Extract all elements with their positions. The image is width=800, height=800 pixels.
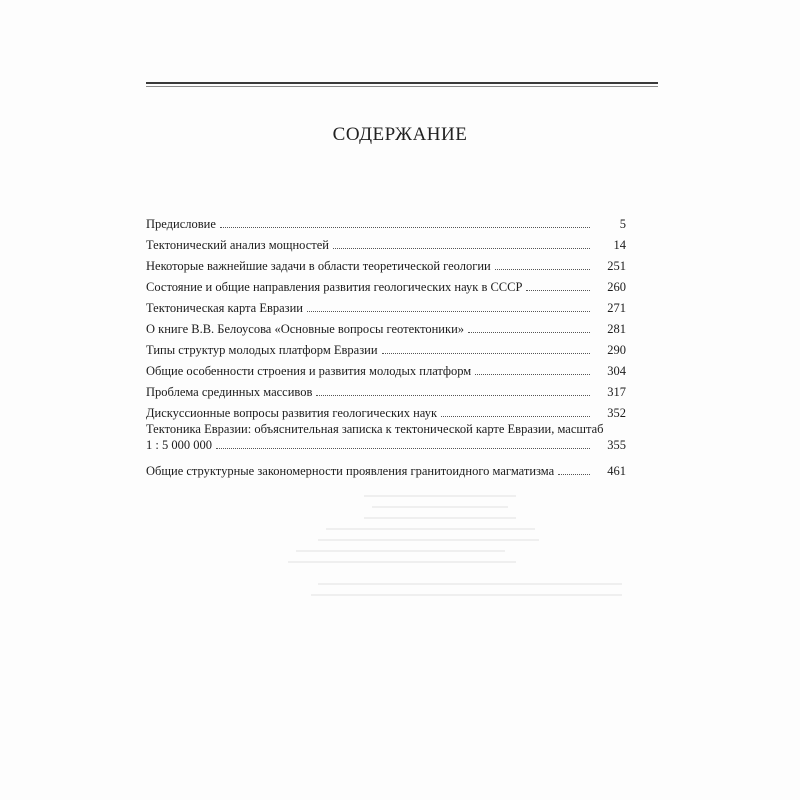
header-rule xyxy=(146,82,658,84)
toc-entry-page: 251 xyxy=(607,259,626,273)
toc-entry[interactable] xyxy=(146,358,626,379)
toc-entry-title: Дискуссионные вопросы развития геологических наук xyxy=(146,406,438,420)
toc-entry[interactable] xyxy=(146,458,626,479)
dot-leader xyxy=(220,227,590,228)
toc-entry-title: Общие особенности строения и развития молодых платформ xyxy=(146,364,472,378)
bleed-through-shadow xyxy=(250,495,630,645)
toc-entry[interactable] xyxy=(146,253,626,274)
toc-entry[interactable] xyxy=(146,211,626,232)
toc-entry-page: 304 xyxy=(607,364,626,378)
toc-entry-page: 271 xyxy=(607,301,626,315)
dot-leader xyxy=(216,448,590,449)
toc-entry-page: 352 xyxy=(607,406,626,420)
page-title: СОДЕРЖАНИЕ xyxy=(332,124,468,145)
toc-entry-page: 317 xyxy=(607,385,626,399)
toc-entry-page: 281 xyxy=(607,322,626,336)
toc-entry-title: О книге В.В. Белоусова «Основные вопросы геотектоники» xyxy=(146,322,465,336)
toc-entry-page: 14 xyxy=(613,238,626,252)
toc-entry-page: 355 xyxy=(607,438,626,452)
toc-entry-page: 461 xyxy=(607,464,626,478)
toc-entry[interactable] xyxy=(146,400,626,421)
toc-entry[interactable] xyxy=(146,379,626,400)
dot-leader xyxy=(382,353,590,354)
toc-entry[interactable] xyxy=(146,295,626,316)
toc-entry-title: Предисловие xyxy=(146,217,216,231)
toc-entry-page: 5 xyxy=(619,217,626,231)
toc-entry[interactable] xyxy=(146,232,626,253)
toc-entry-title: Состояние и общие направления развития геологических наук в СССР xyxy=(146,280,523,294)
dot-leader xyxy=(333,248,590,249)
toc-entry-title: Проблема срединных массивов xyxy=(146,385,313,399)
toc-entry[interactable] xyxy=(146,337,626,358)
dot-leader xyxy=(316,395,590,396)
toc-entry-title: Тектоническая карта Евразии xyxy=(146,301,304,315)
toc-entry-title: Общие структурные закономерности проявления гранитоидного магматизма xyxy=(146,464,555,478)
toc-entry-title: Тектонический анализ мощностей xyxy=(146,238,329,252)
toc-entry-title: Типы структур молодых платформ Евразии xyxy=(146,343,378,357)
toc-entry-page: 260 xyxy=(607,280,626,294)
toc-entry-title-line2: 1 : 5 000 000 xyxy=(146,438,212,452)
dot-leader xyxy=(307,311,590,312)
dot-leader xyxy=(495,269,590,270)
toc-entry[interactable] xyxy=(146,316,626,337)
toc-entry-title: Некоторые важнейшие задачи в области теоретической геологии xyxy=(146,259,491,273)
toc-entry-title-line1: Тектоника Евразии: объяснительная записка к тектонической карте Евразии, масштаб xyxy=(146,421,626,437)
table-of-contents xyxy=(146,211,626,479)
dot-leader xyxy=(441,416,590,417)
dot-leader xyxy=(526,290,590,291)
dot-leader xyxy=(468,332,590,333)
toc-entry-page: 290 xyxy=(607,343,626,357)
toc-entry[interactable] xyxy=(146,421,626,453)
dot-leader xyxy=(475,374,590,375)
toc-entry[interactable] xyxy=(146,274,626,295)
dot-leader xyxy=(558,474,590,475)
